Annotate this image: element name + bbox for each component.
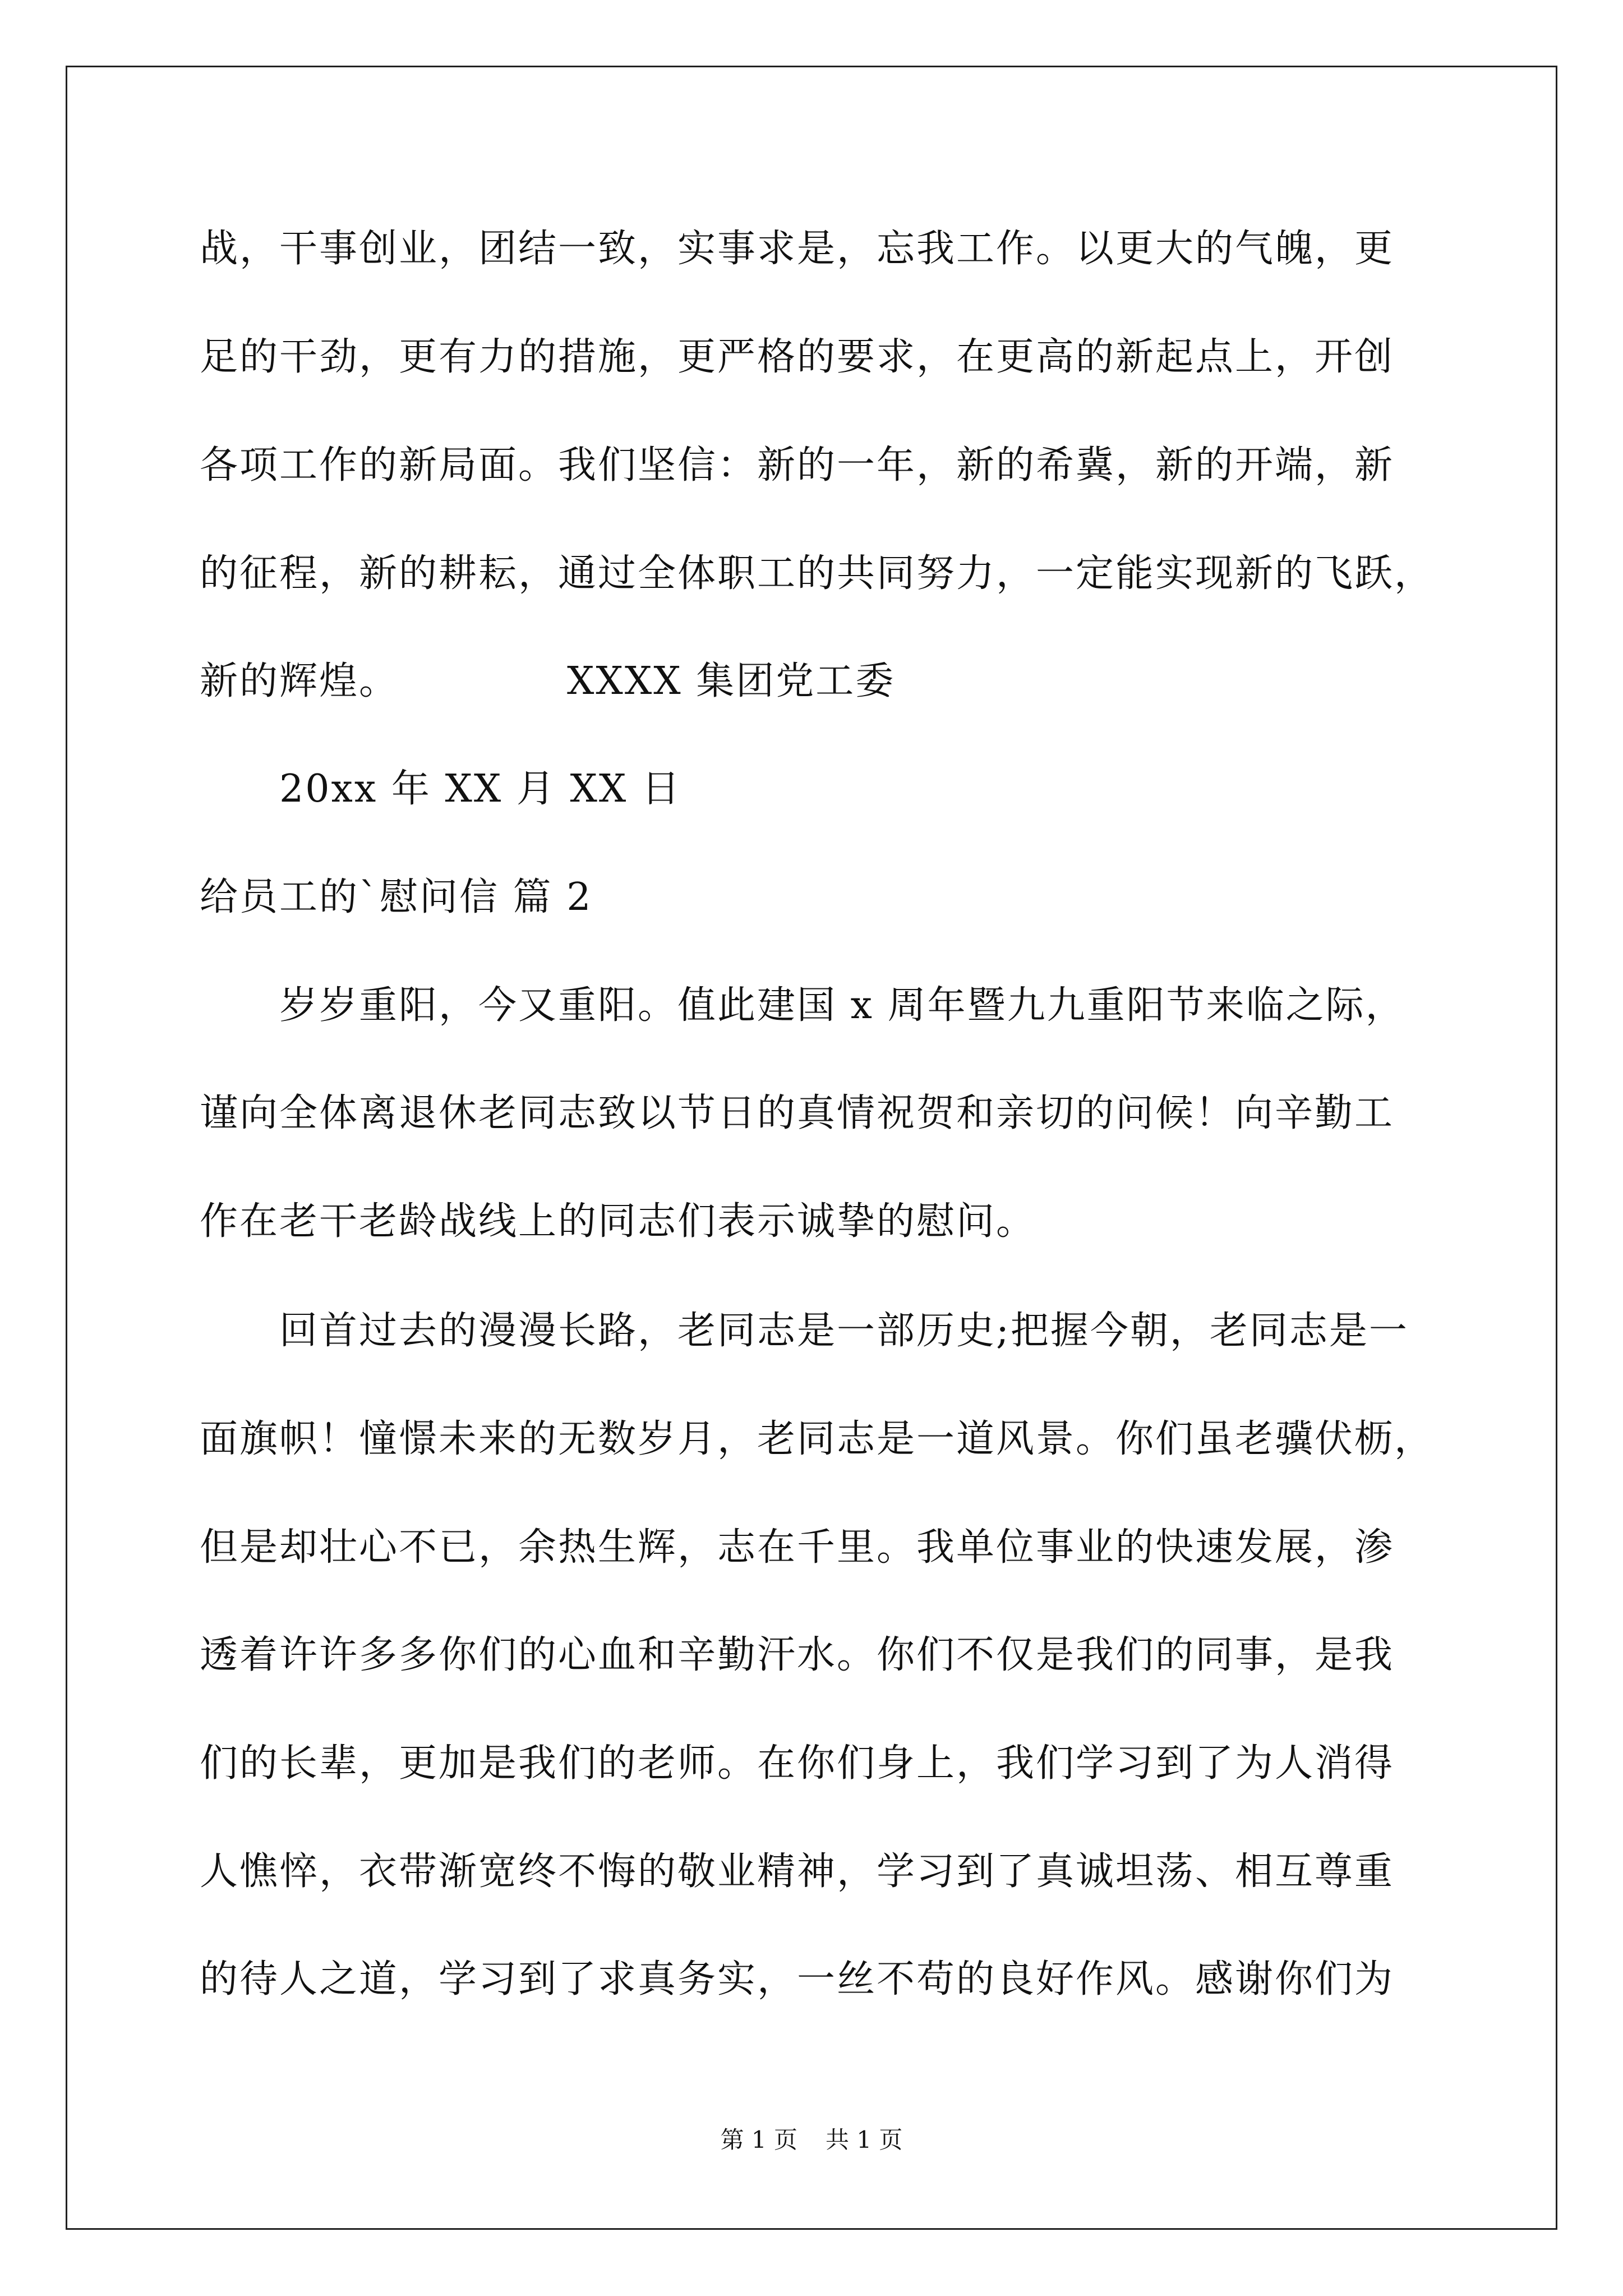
body-line: 各项工作的新局面。我们坚信：新的一年，新的希冀，新的开端，新 <box>200 443 1395 487</box>
date-line: 20xx 年 XX 月 XX 日 <box>279 767 681 811</box>
page-frame <box>66 66 1557 2230</box>
body-line: 谨向全体离退休老同志致以节日的真情祝贺和亲切的问候！向辛勤工 <box>200 1091 1395 1135</box>
body-line: 人憔悴，衣带渐宽终不悔的敬业精神，学习到了真诚坦荡、相互尊重 <box>200 1849 1395 1894</box>
body-line: 作在老干老龄战线上的同志们表示诚挚的慰问。 <box>200 1199 1036 1244</box>
body-line: 但是却壮心不已，余热生辉，志在千里。我单位事业的快速发展，渗 <box>200 1525 1395 1570</box>
body-line: 的征程，新的耕耘，通过全体职工的共同努力，一定能实现新的飞跃， <box>200 551 1435 596</box>
body-line: 们的长辈，更加是我们的老师。在你们身上，我们学习到了为人消得 <box>200 1741 1395 1786</box>
page-number: 第 1 页 <box>720 2126 797 2154</box>
body-line: 透着许许多多你们的心血和辛勤汗水。你们不仅是我们的同事，是我 <box>200 1633 1395 1677</box>
signature-line <box>200 659 895 704</box>
body-line: 面旗帜！憧憬未来的无数岁月，老同志是一道风景。你们虽老骥伏枥， <box>200 1417 1435 1461</box>
page-total: 共 1 页 <box>826 2126 903 2154</box>
closing-text: 新的辉煌。 <box>200 659 399 703</box>
body-line: 回首过去的漫漫长路，老同志是一部历史;把握今朝，老同志是一 <box>279 1309 1409 1353</box>
body-line: 岁岁重阳，今又重阳。值此建国 x 周年暨九九重阳节来临之际， <box>279 983 1405 1028</box>
signature-org: XXXX 集团党工委 <box>567 659 896 703</box>
section-title: 给员工的`慰问信 篇 2 <box>200 875 593 919</box>
body-line: 战，干事创业，团结一致，实事求是，忘我工作。以更大的气魄，更 <box>200 227 1395 271</box>
body-line: 的待人之道，学习到了求真务实，一丝不苟的良好作风。感谢你们为 <box>200 1957 1395 2001</box>
body-line: 足的干劲，更有力的措施，更严格的要求，在更高的新起点上，开创 <box>200 335 1395 379</box>
page-footer <box>0 2126 1623 2154</box>
